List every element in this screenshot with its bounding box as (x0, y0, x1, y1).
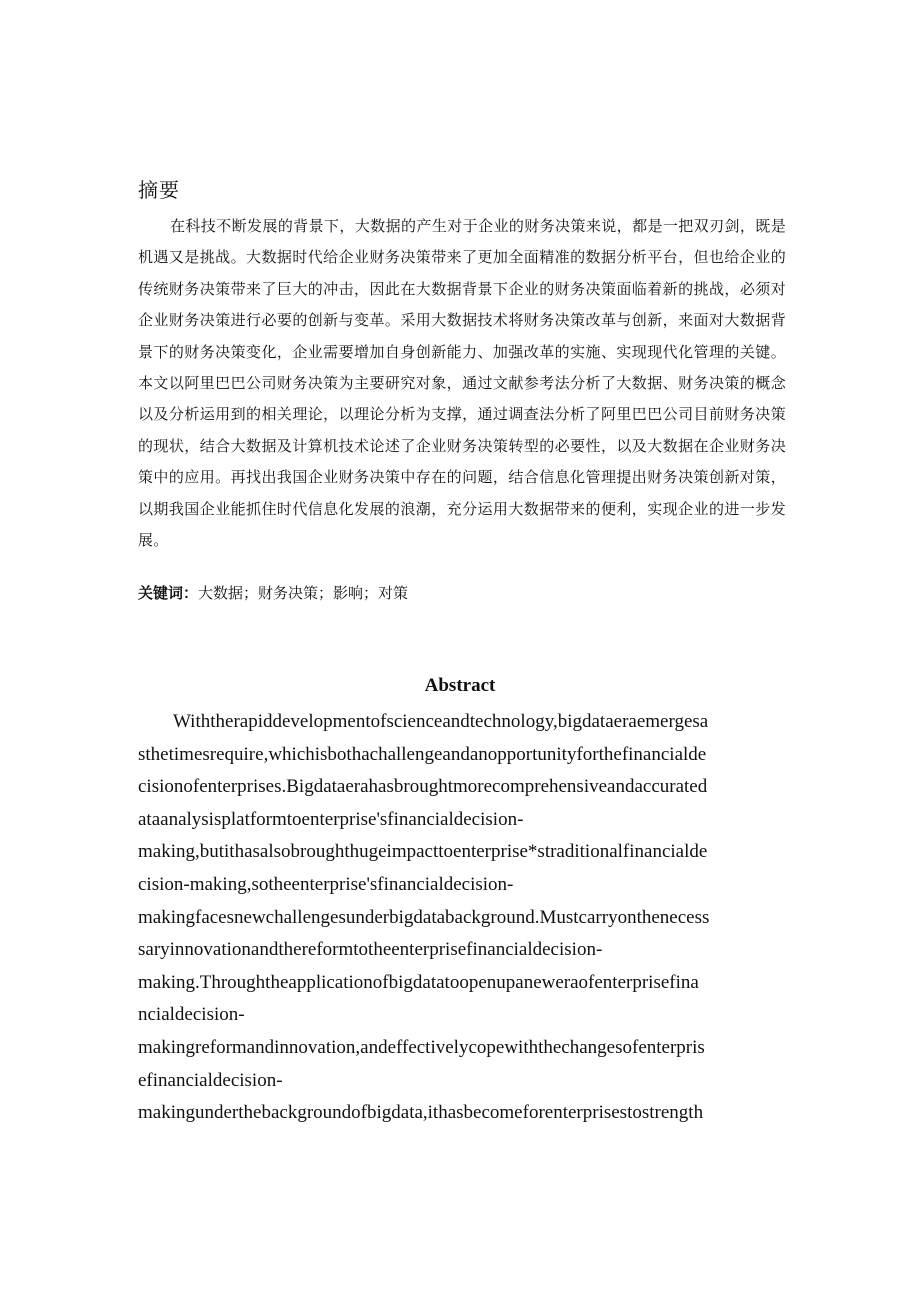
abstract-line: cisionofenterprises.Bigdataerahasbroughtmorecomprehensiveandaccurated (138, 776, 708, 798)
english-abstract-body (138, 706, 786, 1130)
abstract-line: efinancialdecision- (138, 1069, 283, 1091)
abstract-line: Withtherapiddevelopmentofscienceandtechnology,bigdataeraemergesa (173, 711, 709, 732)
abstract-line: ataanalysisplatformtoenterprise'sfinancialdecision- (138, 808, 524, 830)
chinese-keywords (138, 579, 408, 607)
keywords-label: 关键词： (138, 584, 199, 602)
abstract-line: cision-making,sotheenterprise'sfinancialdecision- (138, 873, 514, 895)
abstract-line: ncialdecision- (138, 1004, 245, 1026)
abstract-line: makingfacesnewchallengesunderbigdatabackground.Mustcarryonthenecess (138, 906, 710, 928)
chinese-abstract-heading: 摘要 (138, 178, 180, 202)
abstract-line: makingunderthebackgroundofbigdata,ithasbecomeforenterprisestostrength (138, 1102, 704, 1124)
chinese-abstract-body: 在科技不断发展的背景下，大数据的产生对于企业的财务决策来说，都是一把双刃剑，既是机遇又是挑战。大数据时代给企业财务决策带来了更加全面精准的数据分析平台，但也给企业的传统财务决策带来了巨大的冲击，因此在大数据背景下企业的财务决策面临着新的挑战，必须对企业财务决策进行必要的创新与变革。采用大数据技术将财务决策改革与创新，来面对大数据背景下的财务决策变化，企业需要增加自身创新能力、加强改革的实施、实现现代化管理的关键。本文以阿里巴巴公司财务决策为主要研究对象，通过文献参考法分析了大数据、财务决策的概念以及分析运用到的相关理论，以理论分析为支撑，通过调查法分析了阿里巴巴公司目前财务决策的现状，结合大数据及计算机技术论述了企业财务决策转型的必要性，以及大数据在企业财务决策中的应用。再找出我国企业财务决策中存在的问题，结合信息化管理提出财务决策创新对策，以期我国企业能抓住时代信息化发展的浪潮，充分运用大数据带来的便利，实现企业的进一步发展。 (138, 217, 786, 550)
abstract-line: makingreformandinnovation,andeffectivelycopewiththechangesofenterpris (138, 1036, 705, 1058)
english-abstract-heading: Abstract (424, 675, 496, 696)
abstract-line: making.Throughtheapplicationofbigdatatoopenupaneweraofenterprisefina (138, 971, 699, 993)
abstract-line: saryinnovationandthereformtotheenterprisefinancialdecision- (138, 939, 603, 961)
abstract-line: sthetimesrequire,whichisbothachallengeandanopportunityforthefinancialde (138, 743, 707, 765)
keywords-value: 大数据；财务决策；影响；对策 (198, 584, 409, 602)
abstract-line: making,butithasalsobroughthugeimpacttoenterprise*straditionalfinancialde (138, 841, 708, 863)
